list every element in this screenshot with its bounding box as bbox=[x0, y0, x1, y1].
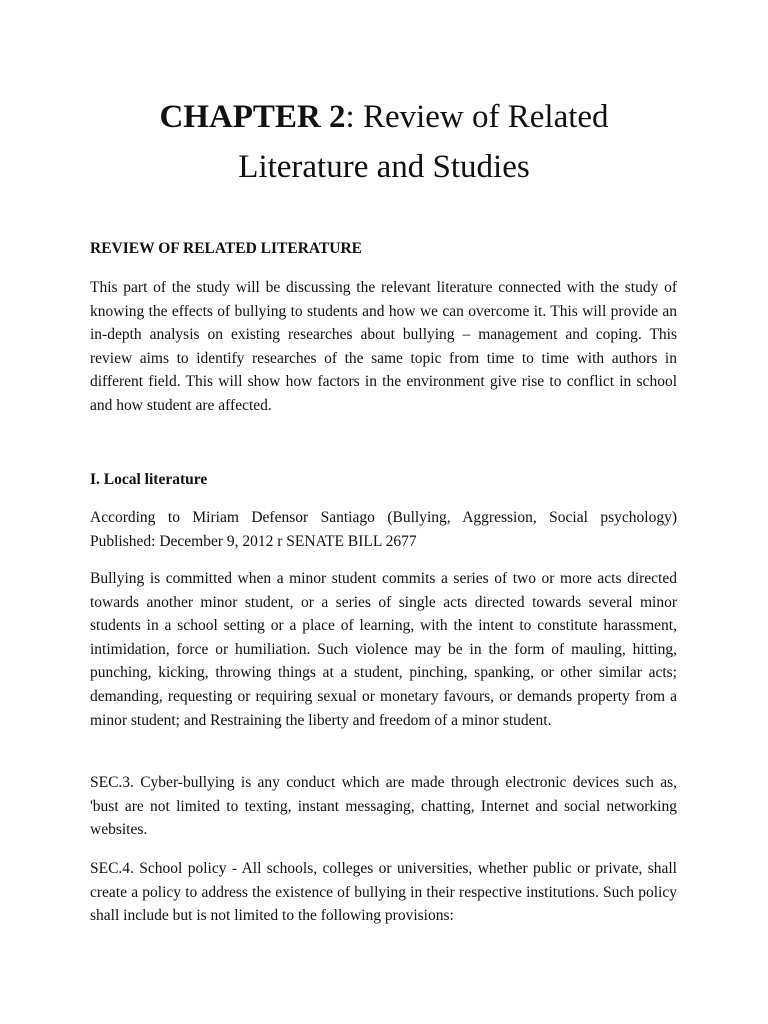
chapter-label: CHAPTER 2 bbox=[159, 99, 346, 135]
sec4-paragraph: SEC.4. School policy - All schools, colleges or universities, whether public or private, shall create a policy to address the existence of bullying in their respective institutions. Such policy shall include but is not limited to the following provisions: bbox=[90, 860, 677, 925]
section-heading: REVIEW OF RELATED LITERATURE bbox=[90, 240, 363, 257]
subsection-heading: I. Local literature bbox=[90, 471, 208, 488]
chapter-title-line1: Review of Related bbox=[362, 99, 609, 135]
chapter-separator: : bbox=[345, 99, 363, 135]
intro-paragraph: This part of the study will be discussing the relevant literature connected with the study of knowing the effects of bullying to students and how we can overcome it. This will provide an in-depth analysis on existing researches about bullying – management and coping. This review aims to identify researches of the same topic from time to time with authors in different field. This will show how factors in the environment give rise to conflict in school and how student are affected. bbox=[90, 279, 677, 414]
definition-paragraph: Bullying is committed when a minor student commits a series of two or more acts directed towards another minor student, or a series of single acts directed towards several minor students in a school setting or a place of learning, with the intent to constitute harassment, intimidation, force or humiliation. Such violence may be in the form of mauling, hitting, punching, kicking, throwing things at a student, pinching, spanking, or other similar acts; demanding, requesting or requiring sexual or monetary favours, or demands property from a minor student; and Restraining the liberty and freedom of a minor student. bbox=[90, 570, 677, 729]
citation-paragraph: According to Miriam Defensor Santiago (Bullying, Aggression, Social psychology) Published: December 9, 2012 r SENATE BILL 2677 bbox=[90, 509, 677, 550]
chapter-title bbox=[80, 92, 688, 192]
chapter-title-line2: Literature and Studies bbox=[238, 149, 530, 185]
sec3-paragraph: SEC.3. Cyber-bullying is any conduct which are made through electronic devices such as, 'bust are not limited to texting, instant messaging, chatting, Internet and social networking websites. bbox=[90, 774, 677, 839]
